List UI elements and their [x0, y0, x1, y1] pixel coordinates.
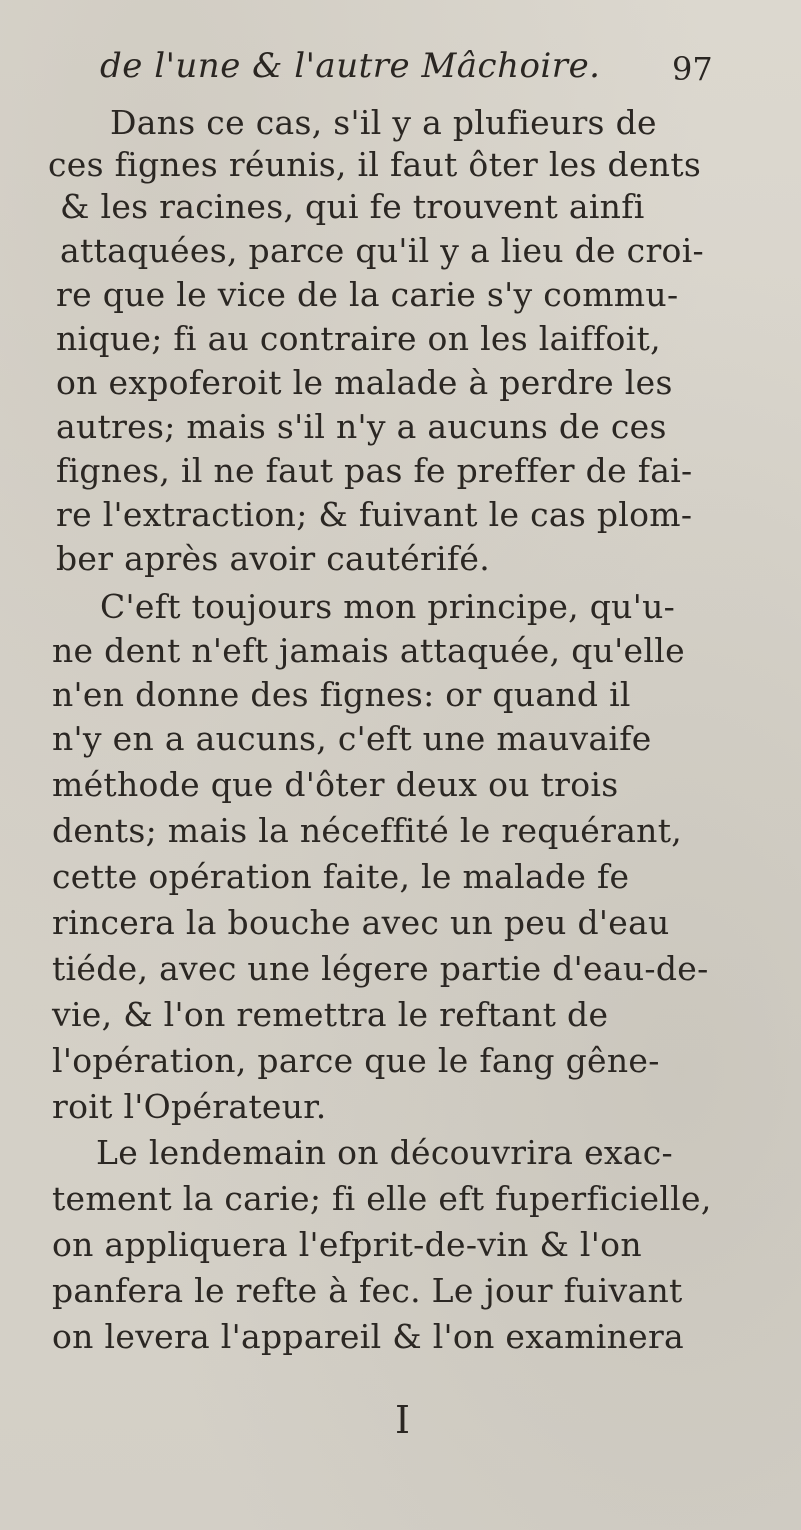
text-line: tement la carie; fi elle eft fuperficielle, [52, 1179, 712, 1218]
text-line: méthode que d'ôter deux ou trois [52, 765, 619, 804]
text-line: attaquées, parce qu'il y a lieu de croi- [60, 231, 704, 270]
text-line: dents; mais la néceffité le requérant, [52, 811, 683, 850]
text-line: panfera le refte à fec. Le jour fuivant [52, 1271, 683, 1310]
text-line: tiéde, avec une légere partie d'eau-de- [52, 949, 709, 988]
text-line: vie, & l'on remettra le reftant de [52, 995, 609, 1034]
text-line: rincera la bouche avec un peu d'eau [52, 903, 670, 942]
text-line: l'opération, parce que le fang gêne- [52, 1041, 660, 1080]
text-line: cette opération faite, le malade fe [52, 857, 630, 896]
text-line: roit l'Opérateur. [52, 1087, 327, 1126]
text-line: re que le vice de la carie s'y commu- [56, 275, 679, 314]
text-line: C'eft toujours mon principe, qu'u- [100, 587, 676, 626]
text-line: n'y en a aucuns, c'eft une mauvaife [52, 719, 652, 758]
page-number: 97 [672, 50, 713, 88]
text-line: Dans ce cas, s'il y a plufieurs de [110, 103, 657, 142]
text-line: ne dent n'eft jamais attaquée, qu'elle [52, 631, 685, 670]
signature-mark: I [395, 1398, 411, 1442]
text-line: autres; mais s'il n'y a aucuns de ces [56, 407, 667, 446]
text-line: re l'extraction; & fuivant le cas plom- [56, 495, 693, 534]
text-line: on expoferoit le malade à perdre les [56, 363, 673, 402]
text-line: fignes, il ne faut pas fe preffer de fai- [56, 451, 693, 490]
text-line: on appliquera l'efprit-de-vin & l'on [52, 1225, 642, 1264]
text-line: on levera l'appareil & l'on examinera [52, 1317, 685, 1356]
text-line: Le lendemain on découvrira exac- [96, 1133, 674, 1172]
text-line: ber après avoir cautérifé. [56, 539, 491, 578]
running-title: de l'une & l'autre Mâchoire. [100, 46, 601, 86]
text-line: n'en donne des fignes: or quand il [52, 675, 631, 714]
text-line: & les racines, qui fe trouvent ainfi [60, 187, 645, 226]
text-line: ces fignes réunis, il faut ôter les dents [48, 145, 702, 184]
text-line: nique; fi au contraire on les laiffoit, [56, 319, 661, 358]
